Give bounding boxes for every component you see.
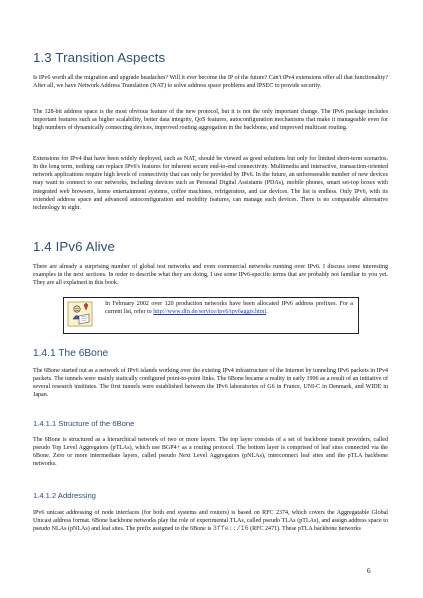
page-number: 6	[367, 567, 371, 575]
section-heading-6bone: 1.4.1 The 6Bone	[33, 348, 109, 359]
paragraph-addressing	[33, 509, 388, 533]
addressing-text-before: IPv6 unicast addressing of node interfaces (for both end systems and routers) is based on RFC 2374, which covers the Aggregatable Global Unicast address format. 6Bone backbone networks play the role of experimental TLAs, called pseudo TLAs (pTLAs), and assign address space to pseudo NLAs (pNLAs) and leaf sites. The prefix assigned to the 6Bone is	[33, 510, 388, 533]
dfn-ipv6-aggregators-link[interactable]: http://www.dfn.de/service/ipv6/ipv6aggis.html	[153, 309, 267, 316]
paragraph-6bone: The 6Bone started out as a network of IPv6 islands working over the existing IPv4 infrastructure of the Internet by tunneling IPv6 packets in IPv4 packets. The tunnels were mainly statically configured point-to-point links. The 6Bone became a reality in early 1996 as a result of an initiative of several research institutes. The first tunnels were established between the IPv6 laboratories of G6 in France, UNI-C in Denmark, and WIDE in Japan.	[33, 368, 388, 399]
book-reader-note-icon	[67, 301, 93, 327]
section-heading-ipv6-alive: 1.4 IPv6 Alive	[33, 239, 115, 254]
paragraph-transition-3: Extensions for IPv4 that have been widely deployed, such as NAT, should be viewed as good solutions but only for limited short-term scenarios. In the long term, nothing can replace IPv6's features for inherent secure end-to-end connectivity. Multimedia and interactive, transaction-oriented network applications require high levels of connectivity that can only be provided by IPv6. In the future, an unforeseeable number of new devices may want to connect to our networks, including devices such as Personal Digital Assistants (PDAs), mobile phones, smart set-top boxes with integrated web browsers, home entertainment systems, coffee machines, refrigerators, and car devices. The list is endless. Only IPv6, with its extended address space and advanced autoconfiguration and mobility features, can manage such devices. There is no comparable alternative technology in sight.	[33, 156, 388, 211]
paragraph-6bone-structure: The 6Bone is structured as a hierarchical network of two or more layers. The top layer consists of a set of backbone transit providers, called pseudo Top Level Aggregators (pTLAs), which use BGP4+ as a routing protocol. The bottom layer is comprised of leaf sites connected via the 6Bone. Zero or more intermediate layers, called pseudo Next Level Aggregators (pNLAs), interconnect leaf sites and the pTLA backbone networks.	[33, 437, 388, 468]
6bone-prefix-code: 3ffe::/16	[212, 525, 249, 533]
section-heading-6bone-structure: 1.4.1.1 Structure of the 6Bone	[33, 419, 135, 428]
paragraph-transition-1: Is IPv6 worth all the migration and upgrade headaches? Will it ever become the IP of the future? Can't IPv4 extensions offer all that functionality? After all, we have Network Address Translation (NAT) to solve address space problems and IPSEC to provide security.	[33, 75, 388, 90]
note-body: In February 2002 over 120 production networks have been allocated IPv6 address prefixes. For a current list, refer to	[105, 301, 353, 316]
section-heading-transition-aspects: 1.3 Transition Aspects	[33, 50, 166, 65]
section-heading-addressing: 1.4.1.2 Addressing	[33, 491, 96, 500]
addressing-text-after: (RFC 2471). These pTLA backbone networks	[250, 526, 361, 533]
note-text	[105, 300, 353, 316]
paragraph-ipv6-alive: There are already a surprising number of global test networks and even commercial networks running over IPv6. I discuss some interesting examples in the next sections. In order to describe what they are doing, I use some IPv6-specific terms that are probably not familiar to you yet. They are all explained in this book.	[33, 264, 388, 287]
note-link-suffix: .	[266, 309, 268, 316]
paragraph-transition-2: The 128-bit address space is the most obvious feature of the new protocol, but it is not the only important change. The IPv6 package includes important features such as higher scalability, better data integrity, QoS features, autoconfiguration mechanisms that make it manageable even for high numbers of dynamically connecting devices, improved routing aggregation in the backbone, and improved multicast routing.	[33, 109, 388, 132]
